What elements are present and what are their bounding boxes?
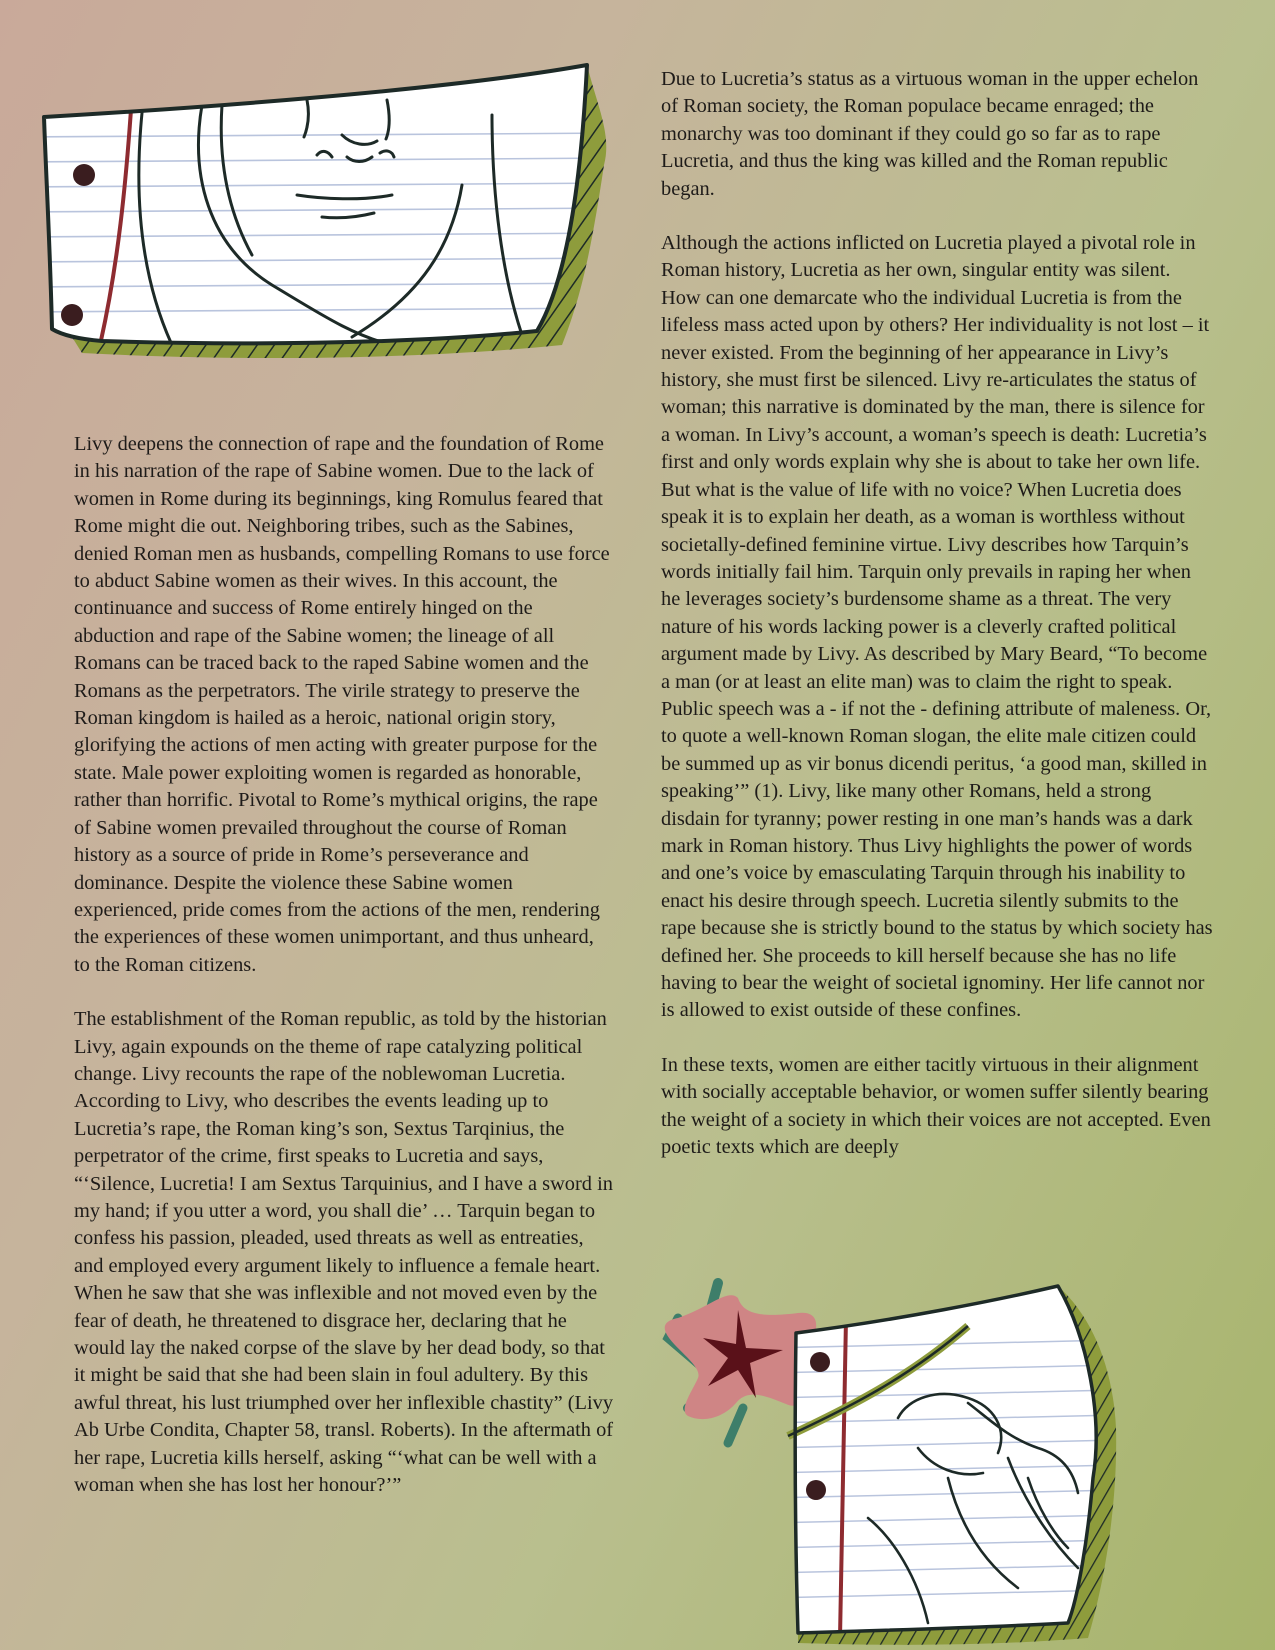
paragraph-sabine-women: Livy deepens the connection of rape and the foundation of Rome in his narration of the rape of Sabine women. Due to the lack of women in Rome during its beginnings, king Romulus feared that Rome might die out. Neighboring tribes, such as the Sabines, denied Roman men as husbands, compelling Romans to use force to abduct Sabine women as their wives. In this account, the continuance and success of Rome entirely hinged on the abduction and rape of the Sabine women; the lineage of all Romans can be traced back to the raped Sabine women and the Romans as the perpetrators. The virile strategy to preserve the Roman kingdom is hailed as a heroic, national origin story, glorifying the actions of men acting with greater purpose for the state. Male power exploiting women is regarded as honorable, rather than horrific. Pivotal to Rome’s mythical origins, the rape of Sabine women prevailed throughout the course of Roman history as a source of pride in Rome’s perseverance and dominance. Despite the violence these Sabine women experienced, pride comes from the actions of the men, rendering the experiences of these women unimportant, and thus unheard, to the Roman citizens. xyxy=(74,433,610,976)
left-column xyxy=(74,431,614,1499)
paragraph-texts-women: In these texts, women are either tacitly virtuous in their alignment with socially acceptable behavior, or women suffer silently bearing the weight of a society in which their voices are not accepted. Even poetic texts which are deeply xyxy=(661,1053,1211,1159)
illustration-torn-paper-figure xyxy=(648,1278,1178,1648)
paragraph-lucretia-account: The establishment of the Roman republic, as told by the historian Livy, again expounds on the theme of rape catalyzing political change. Livy recounts the rape of the noblewoman Lucretia. According to Livy, who describes the events leading up to Lucretia’s rape, the Roman king’s son, Sextus Tarqinius, the perpetrator of the crime, first speaks to Lucretia and says, “‘Silence, Lucretia! I am Sextus Tarquinius, and I have a sword in my hand; if you utter a word, you shall die’ … Tarquin began to confess his passion, pleaded, used threats as well as entreaties, and employed every argument likely to influence a female heart. When he saw that she was inflexible and not moved even by the fear of death, he threatened to disgrace her, declaring that he would lay the naked corpse of the slave by her dead body, so that it might be said that she had been slain in foul adultery. By this awful threat, his lust triumphed over her inflexible chastity” (Livy Ab Urbe Condita, Chapter 58, transl. Roberts). In the aftermath of her rape, Lucretia kills herself, asking “‘what can be well with a woman when she has lost her honour?’” xyxy=(74,1008,614,1497)
right-column xyxy=(661,66,1213,1161)
paragraph-lucretia-silence: Although the actions inflicted on Lucretia played a pivotal role in Roman history, Lucretia as her own, singular entity was silent. How can one demarcate who the individual Lucretia is from the lifeless mass acted upon by others? Her individuality is not lost – it never existed. From the beginning of her appearance in Livy’s history, she must first be silenced. Livy re-articulates the status of woman; this narrative is dominated by the man, there is silence for a woman. In Livy’s account, a woman’s speech is death: Lucretia’s first and only words explain why she is about to take her own life. But what is the value of life with no voice? When Lucretia does speak it is to explain her death, as a woman is worthless without societally-defined feminine virtue. Livy describes how Tarquin’s words initially fail him. Tarquin only prevails in raping her when he leverages society’s burdensome shame as a threat. The very nature of his words lacking power is a cleverly crafted political argument made by Livy. As described by Mary Beard, “To become a man (or at least an elite man) was to claim the right to speak. Public speech was a - if not the - defining attribute of maleness. Or, to quote a well-known Roman slogan, the elite male citizen could be summed up as vir bonus dicendi peritus, ‘a good man, skilled in speaking’” (1). Livy, like many other Romans, held a strong disdain for tyranny; power resting in one man’s hands was a dark mark in Roman history. Thus Livy highlights the power of words and one’s voice by emasculating Tarquin through his inability to enact his desire through speech. Lucretia silently submits to the rape because she is strictly bound to the status by which society has defined her. She proceeds to kill herself because she has no life having to bear the weight of societal ignominy. Her life cannot nor is allowed to exist outside of these confines. xyxy=(661,232,1213,1022)
illustration-notebook-face xyxy=(22,45,652,395)
paragraph-republic-began: Due to Lucretia’s status as a virtuous woman in the upper echelon of Roman society, the Roman populace became enraged; the monarchy was too dominant if they could go so far as to rape Lucretia, and thus the king was killed and the Roman republic began. xyxy=(661,68,1199,200)
